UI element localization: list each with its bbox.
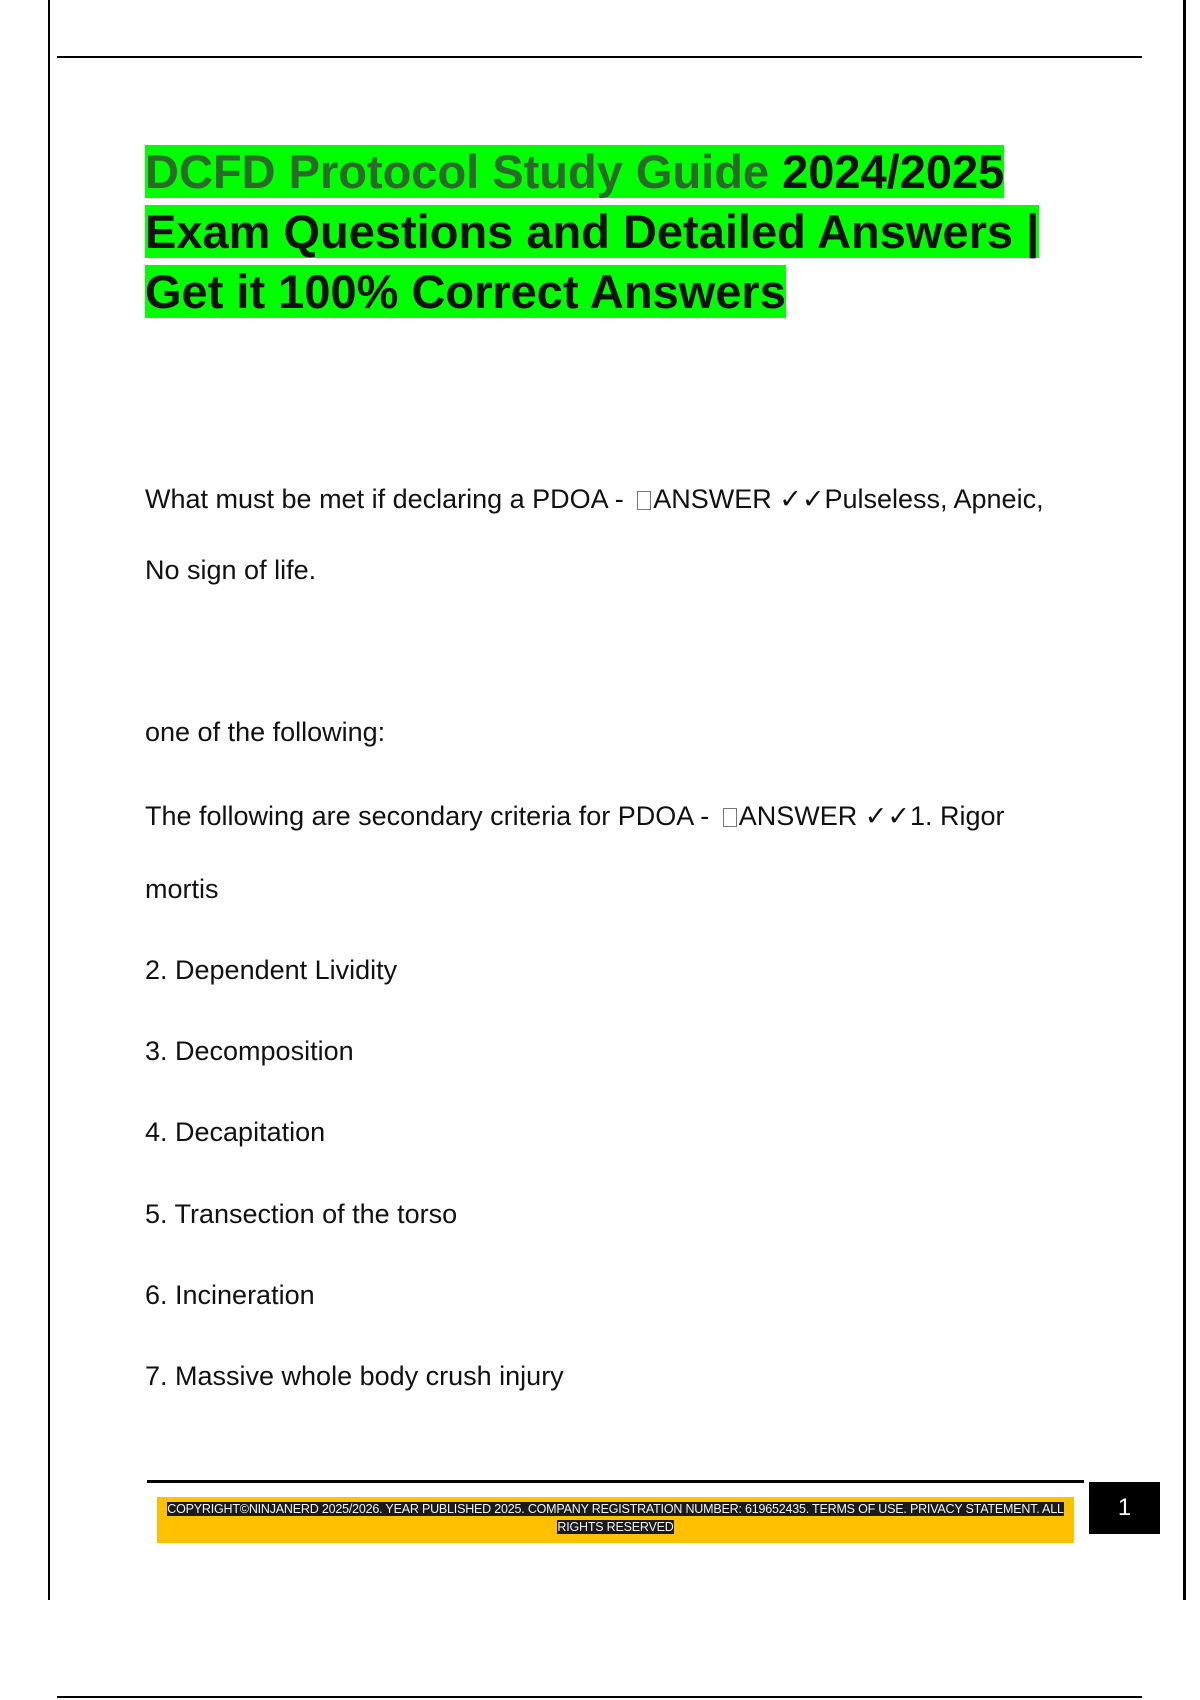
answer-1-continuation: No sign of life. [145, 555, 317, 585]
criteria-item: 4. Decapitation [145, 1117, 326, 1147]
question-1 [145, 482, 1105, 516]
criteria-item: 7. Massive whole body crush injury [145, 1361, 564, 1391]
next-page-rule [57, 1696, 1142, 1698]
document-title [145, 142, 1105, 322]
title-part-2: 2024/2025 Exam Questions and Detailed Answers | Get it 100% Correct Answers [145, 145, 1040, 318]
page-border-left [48, 0, 50, 1600]
question-1-text: What must be met if declaring a PDOA - [145, 484, 632, 514]
criteria-item: 2. Dependent Lividity [145, 955, 398, 985]
answer-1-label: ANSWER ✓✓ [653, 484, 825, 514]
criteria-item: 3. Decomposition [145, 1036, 354, 1066]
page-number: 1 [1089, 1482, 1160, 1534]
criteria-item: 6. Incineration [145, 1280, 315, 1310]
page-border-right [1183, 0, 1186, 1600]
answer-2-text: 1. Rigor [910, 801, 1005, 831]
question-2 [145, 799, 1105, 833]
footer-rule [147, 1480, 1084, 1483]
copyright-bar [157, 1497, 1074, 1543]
missing-glyph-icon [637, 491, 651, 510]
header-rule [57, 56, 1142, 58]
missing-glyph-icon [723, 808, 737, 827]
question-2-text: The following are secondary criteria for PDOA - [145, 801, 717, 831]
answer-2-label: ANSWER ✓✓ [738, 801, 910, 831]
answer-2-continuation: mortis [145, 874, 219, 904]
criteria-item: 5. Transection of the torso [145, 1199, 458, 1229]
title-part-1: DCFD Protocol Study Guide [145, 145, 770, 198]
copyright-text: COPYRIGHT©NINJANERD 2025/2026. YEAR PUBLISHED 2025. COMPANY REGISTRATION NUMBER: 619652435. TERMS OF USE. PRIVACY STATEMENT. ALL RIGHTS RESERVED [167, 1502, 1064, 1534]
question-1-extra: one of the following: [145, 717, 386, 747]
answer-1-text: Pulseless, Apneic, [824, 484, 1044, 514]
